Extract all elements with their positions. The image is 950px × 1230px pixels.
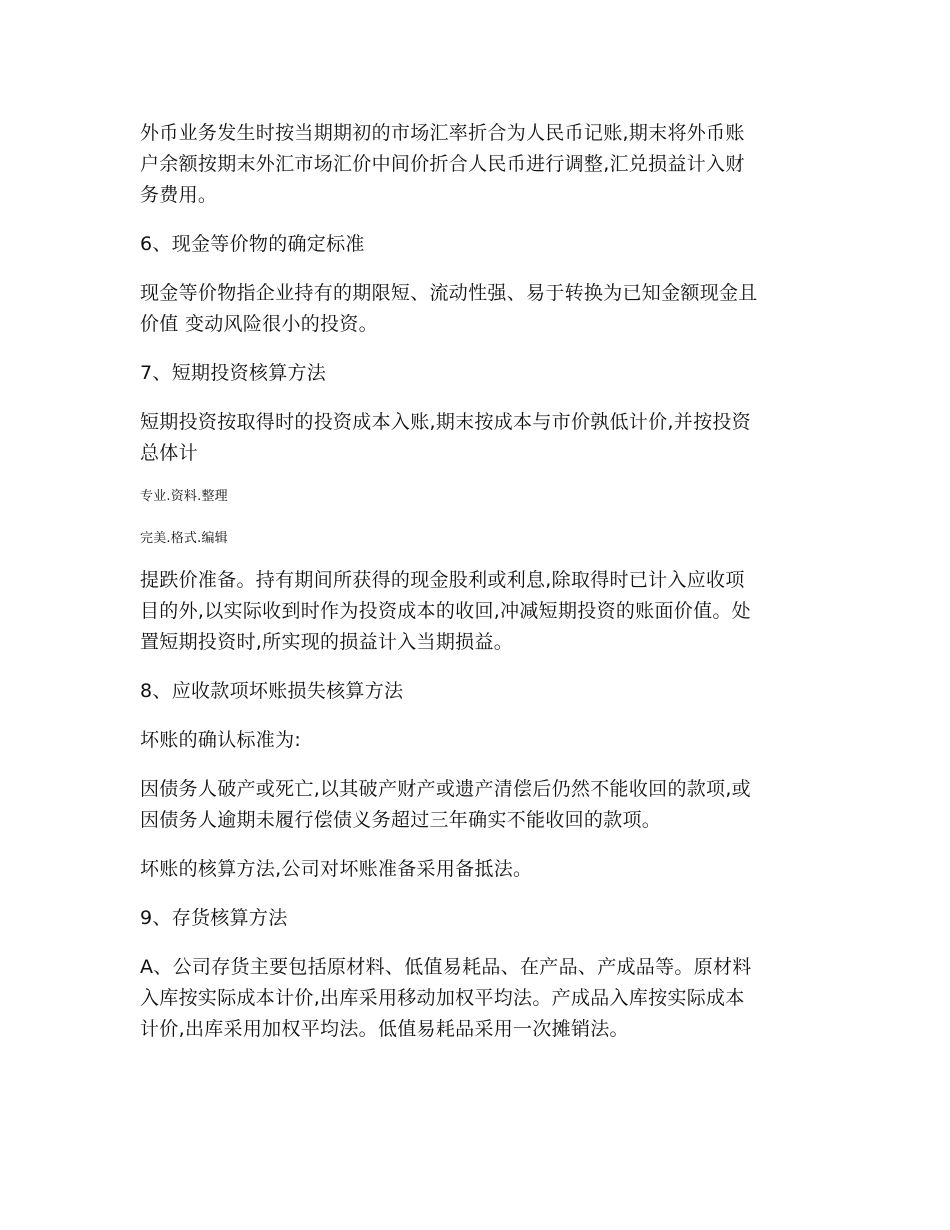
- text-line: 外币业务发生时按当期期初的市场汇率折合为人民币记账,期末将外币账: [140, 122, 745, 144]
- heading-text: 8、应收款项坏账损失核算方法: [140, 680, 404, 702]
- text-line: 价值 变动风险很小的投资。: [140, 313, 378, 335]
- text-line: 因债务人逾期未履行偿债义务超过三年确实不能收回的款项。: [140, 809, 662, 831]
- heading-text: 7、短期投资核算方法: [140, 362, 327, 384]
- text-line: 短期投资按取得时的投资成本入账,期末按成本与市价孰低计价,并按投资: [140, 411, 751, 433]
- watermark-note-2: [140, 529, 820, 549]
- section-heading-7: [140, 358, 820, 389]
- paragraph-bad-debt-method: [140, 854, 820, 885]
- paragraph-cash-equivalents: [140, 278, 820, 340]
- section-heading-8: [140, 676, 820, 707]
- text-line: 户余额按期末外汇市场汇价中间价折合人民币进行调整,汇兑损益计入财: [140, 153, 745, 175]
- note-text: 专业.资料.整理: [140, 489, 228, 504]
- text-line: 因债务人破产或死亡,以其破产财产或遗产清偿后仍然不能收回的款项,或: [140, 778, 751, 800]
- text-line: 坏账的确认标准为:: [140, 729, 302, 751]
- paragraph-inventory: [140, 952, 820, 1045]
- section-heading-6: [140, 229, 820, 260]
- paragraph-bad-debt-criteria-intro: [140, 725, 820, 756]
- document-page: [140, 118, 820, 1045]
- heading-text: 6、现金等价物的确定标准: [140, 233, 365, 255]
- text-line: 目的外,以实际收到时作为投资成本的收回,冲减短期投资的账面价值。处: [140, 600, 751, 622]
- text-line: 提跌价准备。持有期间所获得的现金股利或利息,除取得时已计入应收项: [140, 569, 745, 591]
- section-heading-9: [140, 903, 820, 934]
- text-line: 入库按实际成本计价,出库采用移动加权平均法。产成品入库按实际成本: [140, 987, 745, 1009]
- watermark-note-1: [140, 487, 820, 507]
- text-line: 务费用。: [140, 184, 218, 206]
- text-line: 坏账的核算方法,公司对坏账准备采用备抵法。: [140, 858, 533, 880]
- text-line: A、公司存货主要包括原材料、低值易耗品、在产品、产成品等。原材料: [140, 956, 752, 978]
- paragraph-short-term-investment: [140, 407, 820, 469]
- text-line: 置短期投资时,所实现的损益计入当期损益。: [140, 631, 514, 653]
- heading-text: 9、存货核算方法: [140, 907, 288, 929]
- text-line: 总体计: [140, 442, 198, 464]
- text-line: 现金等价物指企业持有的期限短、流动性强、易于转换为已知金额现金且: [140, 282, 758, 304]
- note-text: 完美.格式.编辑: [140, 531, 228, 546]
- paragraph-impairment-provision: [140, 565, 820, 658]
- paragraph-foreign-currency: [140, 118, 820, 211]
- paragraph-bad-debt-criteria: [140, 774, 820, 836]
- text-line: 计价,出库采用加权平均法。低值易耗品采用一次摊销法。: [140, 1018, 629, 1040]
